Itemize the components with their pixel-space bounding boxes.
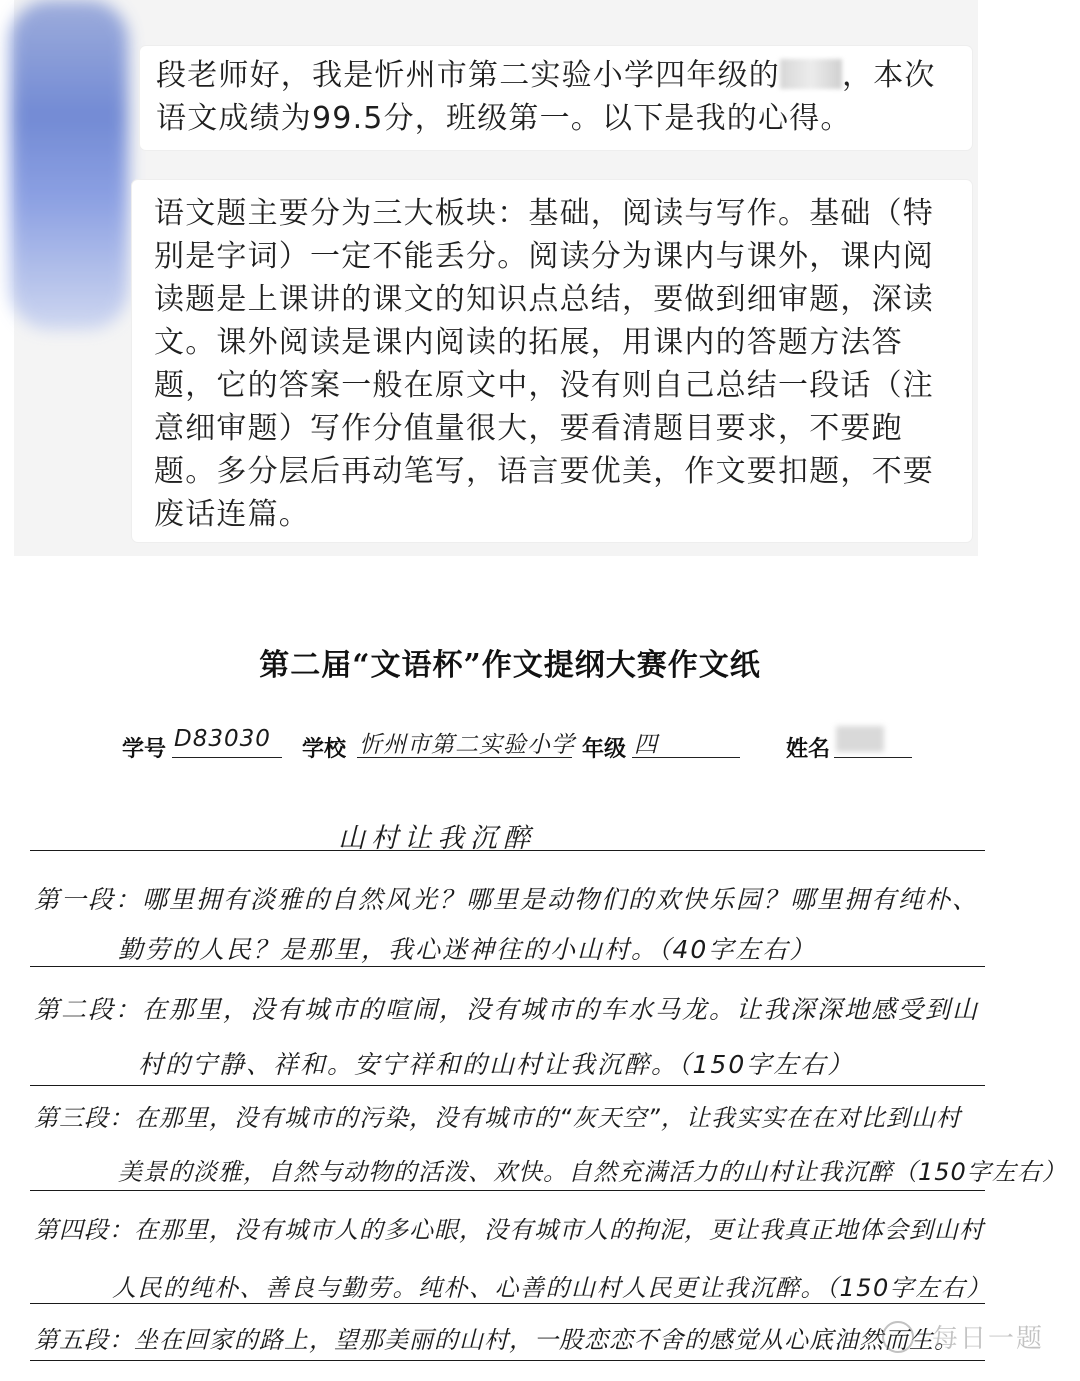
student-id-label: 学号	[122, 736, 167, 762]
redacted-name	[836, 726, 884, 752]
essay-line: 第三段：在那里，没有城市的污染，没有城市的“灰天空”，让我实实在在对比到山村	[34, 1104, 961, 1132]
avatar	[10, 0, 128, 330]
redacted-name	[780, 59, 842, 89]
essay-line: 村的宁静、祥和。安宁祥和的山村让我沉醉。（150字左右）	[138, 1050, 855, 1079]
name-label: 姓名	[786, 736, 831, 762]
essay-line: 人民的纯朴、善良与勤劳。纯朴、心善的山村人民更让我沉醉。（150字左右）	[112, 1274, 992, 1302]
ruled-line	[30, 966, 985, 967]
student-id-value: D83030	[172, 726, 282, 758]
grade-value: 四	[632, 726, 740, 758]
name-value	[834, 726, 912, 758]
chat-message-text-part: ，本次语文成绩为99.5分，班级第一。以下是我的心得。	[156, 58, 936, 136]
ruled-line	[30, 1190, 985, 1191]
chat-message-bubble	[140, 46, 972, 150]
watermark-icon	[882, 1321, 914, 1353]
watermark: 每日一题	[931, 1324, 1044, 1354]
chat-message-text	[156, 54, 956, 140]
essay-line: 第五段：坐在回家的路上，望那美丽的山村，一股恋恋不舍的感觉从心底油然而生。	[34, 1326, 959, 1354]
essay-line: 第二段：在那里，没有城市的喧闹，没有城市的车水马龙。让我深深地感受到山	[34, 995, 980, 1024]
ruled-line	[30, 1303, 985, 1304]
school-label: 学校	[302, 736, 347, 762]
chat-message-bubble	[132, 180, 972, 542]
ruled-line	[30, 1360, 985, 1361]
essay-line: 第一段：哪里拥有淡雅的自然风光？哪里是动物们的欢快乐园？哪里拥有纯朴、	[34, 885, 980, 914]
ruled-line	[30, 1085, 985, 1086]
school-value: 忻州市第二实验小学	[357, 726, 572, 758]
form-title: 第二届“文语杯”作文提纲大赛作文纸	[259, 648, 761, 683]
chat-message-text-part: 段老师好，我是忻州市第二实验小学四年级的	[156, 58, 780, 93]
grade-label: 年级	[582, 736, 627, 762]
chat-message-text: 语文题主要分为三大板块：基础，阅读与写作。基础（特别是字词）一定不能丢分。阅读分为课内与课外，课内阅读题是上课讲的课文的知识点总结，要做到细审题，深读文。课外阅读是课内阅读的拓展，用课内的答题方法答题，它的答案一般在原文中，没有则自己总结一段话（注意细审题）写作分值量很大，要看清题目要求，不要跑题。多分层后再动笔写，语言要优美，作文要扣题，不要废话连篇。	[154, 196, 934, 532]
essay-line: 美景的淡雅，自然与动物的活泼、欢快。自然充满活力的山村让我沉醉（150字左右）	[118, 1158, 1067, 1186]
ruled-line	[30, 850, 985, 851]
essay-line: 第四段：在那里，没有城市人的多心眼，没有城市人的拘泥，更让我真正地体会到山村	[34, 1216, 984, 1244]
essay-title: 山村让我沉醉	[338, 823, 536, 854]
essay-line: 勤劳的人民？是那里，我心迷神往的小山村。（40字左右）	[118, 935, 817, 964]
